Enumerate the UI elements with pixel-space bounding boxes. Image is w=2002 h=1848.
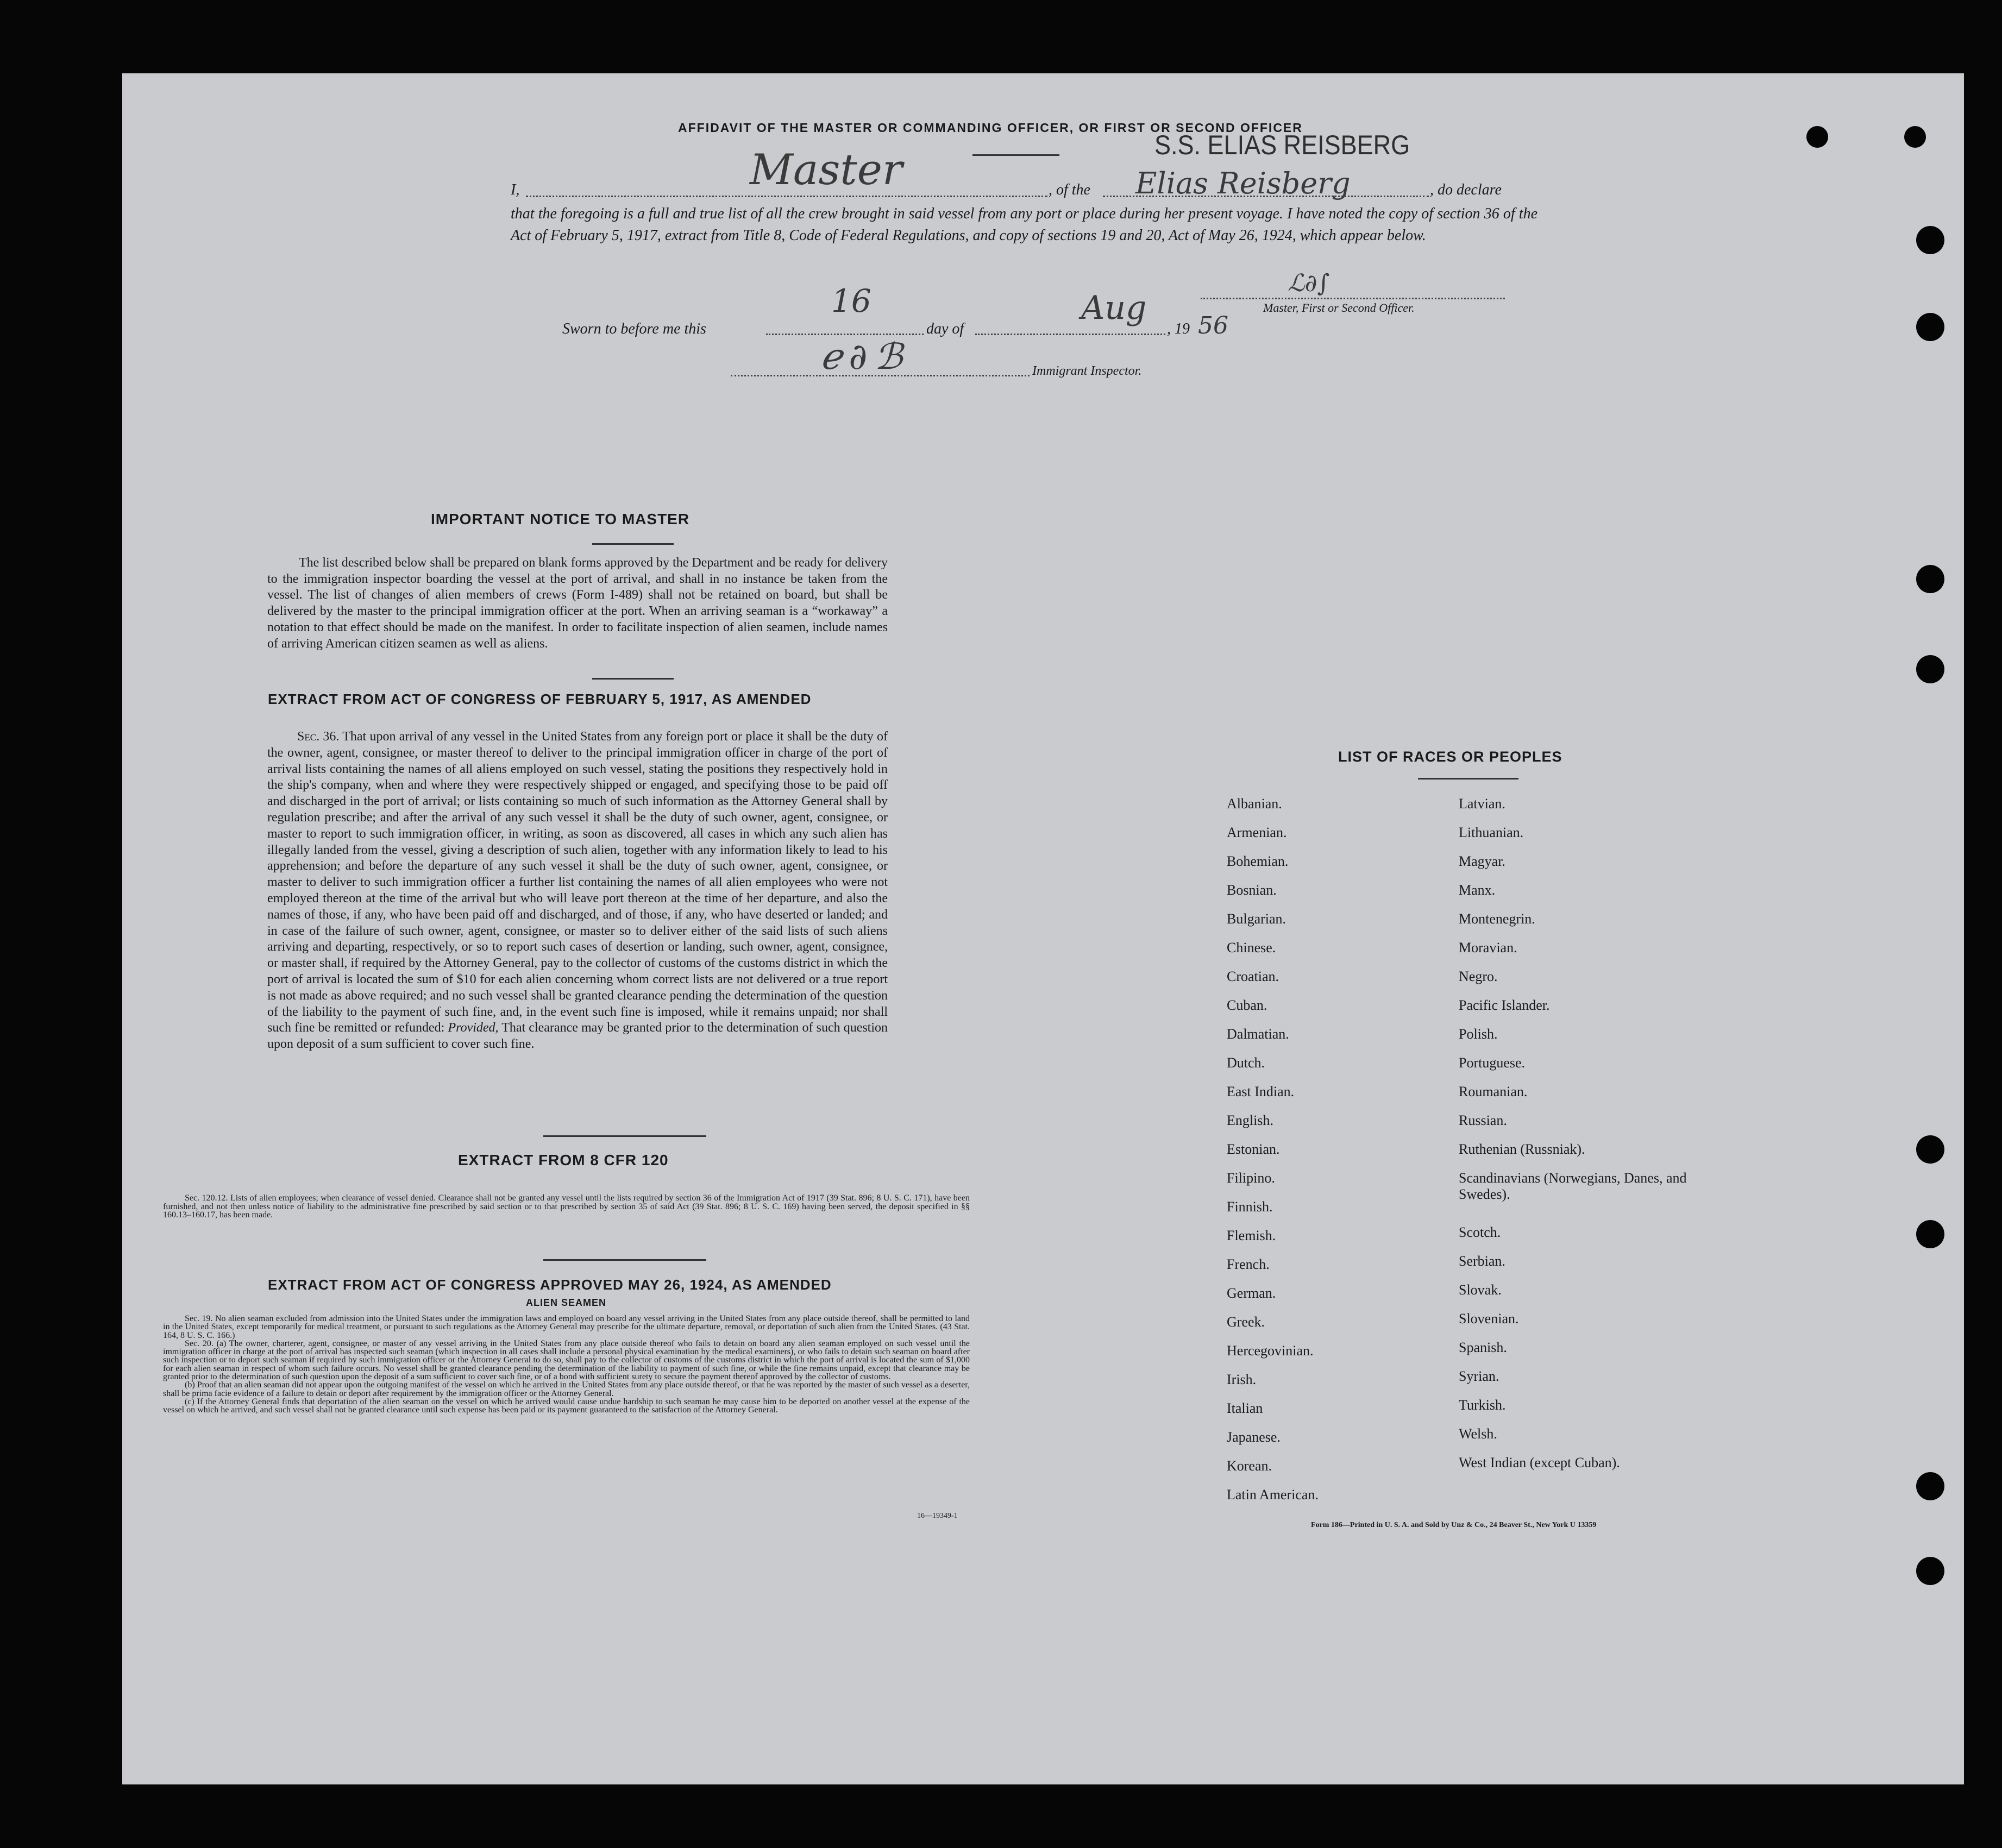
punch-hole [1916, 1472, 1944, 1500]
races-title: LIST OF RACES OR PEOPLES [1338, 749, 1562, 765]
race-item: Irish. [1227, 1372, 1257, 1387]
race-item: Moravian. [1459, 940, 1517, 956]
sec-20c-text: (c) If the Attorney General finds that deportation of the alien seaman on the vessel on which he arrived would cause undue hardship to such seaman he may cause him to be deported on another vessel at the expense of the vessel on which he arrived, and such vessel shall not be granted clearance until such expense has been paid or its payment guaranteed to the satisfaction of the Attorney General. [163, 1397, 970, 1415]
extract-cfr-text: Sec. 120.12. Lists of alien employees; when clearance of vessel denied. Clearance shall not be granted any vessel until the lists required by section 36 of the Immigration Act of 1917 (39 Stat. 896; 8 U. S. C. 171), have been furnished, and not then unless notice of liability to the administrative fine prescribed by said section or to that prescribed by section 35 of said Act (39 Stat. 896; 8 U. S. C. 169) having been served, the deposit specified in §§ 160.13–160.17, has been made. [163, 1193, 970, 1220]
race-item: Cuban. [1227, 997, 1267, 1013]
race-item: Armenian. [1227, 825, 1287, 840]
sec-20b-text: (b) Proof that an alien seaman did not appear upon the outgoing manifest of the vessel on which he arrived in the United States from any place outside thereof, or that he was reported by the master of such vessel as a deserter, shall be prima facie evidence of a failure to detain or deport after requirement by the immigration officer or the Attorney General. [163, 1380, 970, 1398]
extract-1917-text [267, 729, 888, 1053]
race-item: Russian. [1459, 1112, 1507, 1128]
race-item: Manx. [1459, 882, 1496, 898]
race-item: Serbian. [1459, 1253, 1505, 1269]
race-item: West Indian (except Cuban). [1459, 1455, 1620, 1470]
race-item: Albanian. [1227, 796, 1282, 812]
signer-caption: Master, First or Second Officer. [1263, 301, 1415, 315]
race-item: Portuguese. [1459, 1055, 1526, 1071]
races-left-column [1227, 796, 1319, 1516]
form-code: 16—19349-1 [917, 1512, 958, 1520]
handwritten-vessel: Elias Reisberg [1135, 166, 1351, 200]
race-item: Pacific Islander. [1459, 997, 1550, 1013]
punch-hole [1916, 1557, 1944, 1585]
race-item: Filipino. [1227, 1170, 1275, 1186]
race-item: German. [1227, 1285, 1276, 1301]
race-item: Bohemian. [1227, 853, 1289, 869]
extract-cfr-title: EXTRACT FROM 8 CFR 120 [458, 1152, 669, 1168]
handwritten-inspector-signature: ℯ ∂ ℬ [820, 336, 903, 378]
sworn-label: Sworn to before me this [562, 320, 706, 337]
race-item: Finnish. [1227, 1199, 1273, 1215]
month-line [975, 334, 1165, 335]
notice-rule [592, 543, 674, 545]
race-item: Slovenian. [1459, 1311, 1519, 1327]
race-item: Bulgarian. [1227, 911, 1286, 927]
race-item: Greek. [1227, 1314, 1265, 1330]
extract-1917-divider [543, 1135, 706, 1137]
race-item: Scandinavians (Norwegians, Danes, and Swedes). [1459, 1170, 1687, 1202]
sec-36-label: Sec. 36. [297, 730, 340, 744]
extract-1924-subtitle: ALIEN SEAMEN [526, 1297, 607, 1308]
provided-word: Provided, [448, 1021, 499, 1035]
race-item: Welsh. [1459, 1426, 1497, 1442]
punch-hole [1916, 565, 1944, 593]
handwritten-year: 56 [1198, 312, 1228, 340]
sec-36-text: That upon arrival of any vessel in the United States from any foreign port or place it shall be the duty of the owner, agent, consignee, or master thereof to deliver to the principal immigration officer in charge of the port of arrival lists containing the names of all aliens employed on such vessel, stating the positions they respectively hold in the ship's company, when and where they were respectively shipped or engaged, and specifying those to be paid off and discharged in the port of arrival; or lists containing so much of such information as the Attorney General shall by regulation prescribe; and after the arrival of any such vessel it shall be the duty of such owner, agent, consignee, or master to report to such immigration officer, in writing, as soon as discovered, all cases in which any such alien has illegally landed from the vessel, giving a description of such alien, together with any information likely to lead to his apprehension; and before the departure of any such vessel it shall be the duty of such owner, agent, consignee, or master to deliver to such immigration officer a further list containing the names of all alien employees who were not employed thereon at the time of the arrival but who will leave port thereon at the time of her departure, and also the names of those, if any, who have been paid off and discharged, and of those, if any, who have deserted or landed; and in case of the failure of such owner, agent, consignee, or master so to deliver either of the said lists of such aliens arriving and departing, respectively, or so to report such cases of desertion or landing, such owner, agent, consignee, or master shall, if required by the Attorney General, pay to the collector of customs of the customs district in which the port of arrival is located the sum of $10 for each alien concerning whom correct lists are not delivered or a true report is not made as above required; and no such vessel shall be granted clearance pending the determination of the question of the liability to the payment of such fine, and, in the event such fine is imposed, while it remains unpaid; nor shall such fine be remitted or refunded: [267, 730, 888, 1035]
race-item: Lithuanian. [1459, 825, 1524, 840]
race-item: Scotch. [1459, 1224, 1501, 1240]
affidavit-title: AFFIDAVIT OF THE MASTER OR COMMANDING OFFICER, OR FIRST OR SECOND OFFICER [678, 121, 1303, 135]
form-printer-line: Form 186—Printed in U. S. A. and Sold by Unz & Co., 24 Beaver St., New York U 13359 [1311, 1521, 1597, 1529]
race-item: Flemish. [1227, 1228, 1276, 1243]
do-declare-label: , do declare [1430, 181, 1502, 198]
title-rule [972, 154, 1059, 156]
race-item: Montenegrin. [1459, 911, 1535, 927]
affidavit-body: that the foregoing is a full and true list of all the crew brought in said vessel from any port or place during her present voyage. I have noted the copy of section 36 of the Act of February 5, 1917, extract from Title 8, Code of Federal Regulations, and copy of sections 19 and 20, Act of May 26, 1924, which appear below. [511, 205, 1537, 244]
notice-title: IMPORTANT NOTICE TO MASTER [431, 511, 690, 527]
race-item: Hercegovinian. [1227, 1343, 1314, 1359]
race-item: Syrian. [1459, 1368, 1499, 1384]
notice-text: The list described below shall be prepared on blank forms approved by the Department and be ready for delivery to the immigration inspector boarding the vessel at the port of arrival, and shall in no instance be taken from the vessel. The list of changes of alien members of crews (Form I-489) shall not be retained on board, but shall be delivered by the master to the principal immigration officer at the port. When an arriving seaman is a “workaway” a notation to that effect should be made on the manifest. In order to facilitate inspection of alien seamen, include names of arriving American citizen seamen as well as aliens. [267, 556, 888, 651]
signature-line [1201, 298, 1505, 299]
race-item: Estonian. [1227, 1141, 1280, 1157]
notice-divider [592, 678, 674, 680]
race-item: Polish. [1459, 1026, 1498, 1042]
handwritten-master: Master [750, 146, 903, 194]
race-item: Dalmatian. [1227, 1026, 1289, 1042]
handwritten-signature: ℒ∂∫ [1288, 269, 1330, 297]
extract-1917-title: EXTRACT FROM ACT OF CONGRESS OF FEBRUARY 5, 1917, AS AMENDED [268, 691, 812, 707]
extract-1924-title: EXTRACT FROM ACT OF CONGRESS APPROVED MAY 26, 1924, AS AMENDED [268, 1277, 832, 1293]
punch-hole [1904, 126, 1926, 148]
affidavit-i: I, [511, 181, 520, 198]
year-prefix: , 19 [1167, 320, 1190, 337]
race-item: Japanese. [1227, 1429, 1281, 1445]
day-of-label: day of [926, 320, 964, 337]
race-item: Latin American. [1227, 1487, 1319, 1503]
race-item: Dutch. [1227, 1055, 1265, 1071]
races-rule [1418, 778, 1518, 780]
race-item: Latvian. [1459, 796, 1505, 812]
vessel-stamp: S.S. ELIAS REISBERG [1154, 130, 1410, 160]
race-item: Turkish. [1459, 1397, 1506, 1413]
sec-36-text-end: That clearance may be granted prior to the determination of such question upon deposit of a sum sufficient to cover such fine. [267, 1021, 888, 1052]
punch-hole [1916, 655, 1944, 683]
name-line [526, 196, 1047, 197]
race-item: Chinese. [1227, 940, 1276, 956]
handwritten-day: 16 [831, 282, 871, 319]
punch-hole [1916, 1220, 1944, 1248]
race-item: East Indian. [1227, 1084, 1295, 1099]
sec-19-text: Sec. 19. No alien seaman excluded from admission into the United States under the immigration laws and employed on board any vessel arriving in the United States from any place outside thereof, shall be permitted to land in the United States, except temporarily for medical treatment, or pursuant to such regulations as the Attorney General may prescribe for the ultimate departure, removal, or deportation of such alien from the United States. (43 Stat. 164, 8 U. S. C. 166.) [163, 1314, 970, 1340]
race-item: Ruthenian (Russniak). [1459, 1141, 1585, 1157]
extract-cfr-divider [543, 1259, 706, 1261]
race-item: English. [1227, 1112, 1273, 1128]
punch-hole [1916, 1135, 1944, 1164]
handwritten-month: Aug [1081, 289, 1147, 327]
punch-hole [1916, 226, 1944, 254]
race-item: Negro. [1459, 969, 1498, 984]
extract-1924-text [163, 1315, 970, 1415]
race-item: Roumanian. [1459, 1084, 1528, 1099]
race-item: Bosnian. [1227, 882, 1277, 898]
punch-hole [1806, 126, 1828, 148]
race-item: French. [1227, 1256, 1270, 1272]
of-the-label: , of the [1049, 181, 1090, 198]
race-item: Italian [1227, 1400, 1263, 1416]
races-right-column [1459, 796, 1687, 1484]
race-item: Spanish. [1459, 1340, 1507, 1355]
race-item: Croatian. [1227, 969, 1279, 984]
sec-20a-text: Sec. 20. (a) The owner, charterer, agent, consignee, or master of any vessel arriving in the United States from any place outside thereof who fails to detain on board any alien seaman employed on such vessel until the immigration officer in charge at the port of arrival has inspected such seaman (which inspection in all cases shall include a personal physical examination by the medical examiners), or who fails to detain such seaman on board after such inspection or to deport such seaman if required by such immigration officer or the Attorney General to do so, shall pay to the collector of customs of the customs district in which the port of arrival is located the sum of $1,000 for each alien seaman in respect of whom such failure occurs. No vessel shall be granted clearance pending the determination of the liability to payment of such fine, or while the fine remains unpaid, except that clearance may be granted prior to the determination of such question upon the deposit of a sum sufficient to cover such fine, or of a bond with sufficient surety to secure the payment thereof approved by the collector of customs. [163, 1338, 970, 1382]
inspector-caption: Immigrant Inspector. [1032, 364, 1142, 378]
day-line [766, 334, 924, 335]
race-item: Magyar. [1459, 853, 1505, 869]
race-item: Slovak. [1459, 1282, 1502, 1298]
punch-hole [1916, 313, 1944, 341]
race-item: Korean. [1227, 1458, 1272, 1474]
